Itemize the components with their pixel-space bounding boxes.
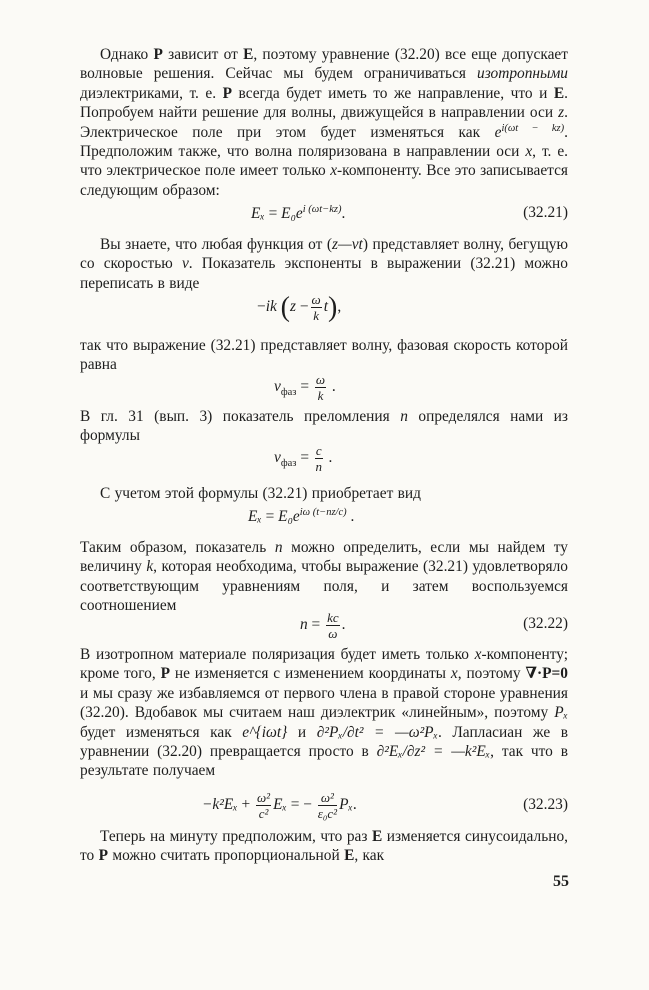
paragraph-1: Однако P зависит от E, поэтому уравнение (32.20) все еще допускает волновые решения. Сейчас мы будем ограничиваться изотропными диэлектриками, т. е. P всегда будет иметь то же направление, что и E. Попробуем найти решение для волны, движущейся в направлении оси z. Электрическое поле при этом будет изменяться как $e^{i(\omega t - kz)}$. Предположим также, что волна поляризована в направлении оси x, т. е. что электрическое поле имеет только x-компоненту. Все это записывается следующим образом: bbox=[80, 46, 569, 199]
equation-number-32-21: (32.21) bbox=[523, 204, 568, 221]
equation-number-32-23: (32.23) bbox=[523, 796, 568, 813]
paragraph-4: В гл. 31 (вып. 3) показатель преломления n определялся нами из формулы bbox=[80, 408, 568, 445]
equation-number-32-22: (32.22) bbox=[523, 615, 568, 632]
equation-32-21: $E_x = E_0e^{i (\omega t-kz)}$. bbox=[251, 203, 346, 222]
equation-refraction-wave: $E_x = E_0e^{i\omega (t-nz/c)}$ . bbox=[248, 506, 355, 525]
equation-phase-velocity-2: $v_{фаз}$ = $\frac{c}{n}$ . bbox=[274, 443, 333, 474]
paragraph-8: Теперь на минуту предположим, что раз E изменяется синусоидально, то P можно считать пропорциональной E, как bbox=[80, 828, 569, 865]
paragraph-7: В изотропном материале поляризация будет иметь только x-компоненту; кроме того, P не изменяется с изменением координаты x, поэтому ∇·P=0 и мы сразу же избавляемся от первого члена в правой стороне уравнения (32.20). Вдобавок мы считаем наш диэлектрик «линейным», поэтому Pₓ будет изменяться как e^{iωt} и ∂²Pₓ/∂t² = —ω²Pₓ. Лапласиан же в уравнении (32.20) превращается просто в ∂²Eₓ/∂z² = —k²Eₓ, так что в результате получаем bbox=[80, 646, 569, 780]
paragraph-2: Вы знаете, что любая функция от (z—vt) представляет волну, бегущую со скоростью v. Показатель экспоненты в выражении (32.21) можно переписать в виде bbox=[80, 236, 568, 292]
equation-phase-velocity-1: $v_{фаз}$ = $\frac{\omega}{k}$ . bbox=[274, 372, 336, 403]
paragraph-3: так что выражение (32.21) представляет волну, фазовая скорость которой равна bbox=[80, 337, 568, 374]
paragraph-6: Таким образом, показатель n можно определить, если мы найдем ту величину k, которая необходима, чтобы выражение (32.21) удовлетворяло соответствующим уравнениям поля, и затем воспользуемся соотношением bbox=[80, 539, 568, 615]
equation-32-22: n = $\frac{kc}{\omega}$ . bbox=[300, 610, 346, 641]
paragraph-5: С учетом этой формулы (32.21) приобретает вид bbox=[100, 485, 421, 502]
page-number: 55 bbox=[553, 873, 569, 890]
equation-32-23: −k²Eₓ + $\frac{\text{ω²}}{\text{c²}}$ Eₓ = − $\frac{\text{ω²}}{\text{ε₀c²}}$ Pₓ. bbox=[202, 790, 357, 821]
equation-exponent: −ik (z − $\frac{\omega}{k}$ t), bbox=[257, 292, 342, 323]
